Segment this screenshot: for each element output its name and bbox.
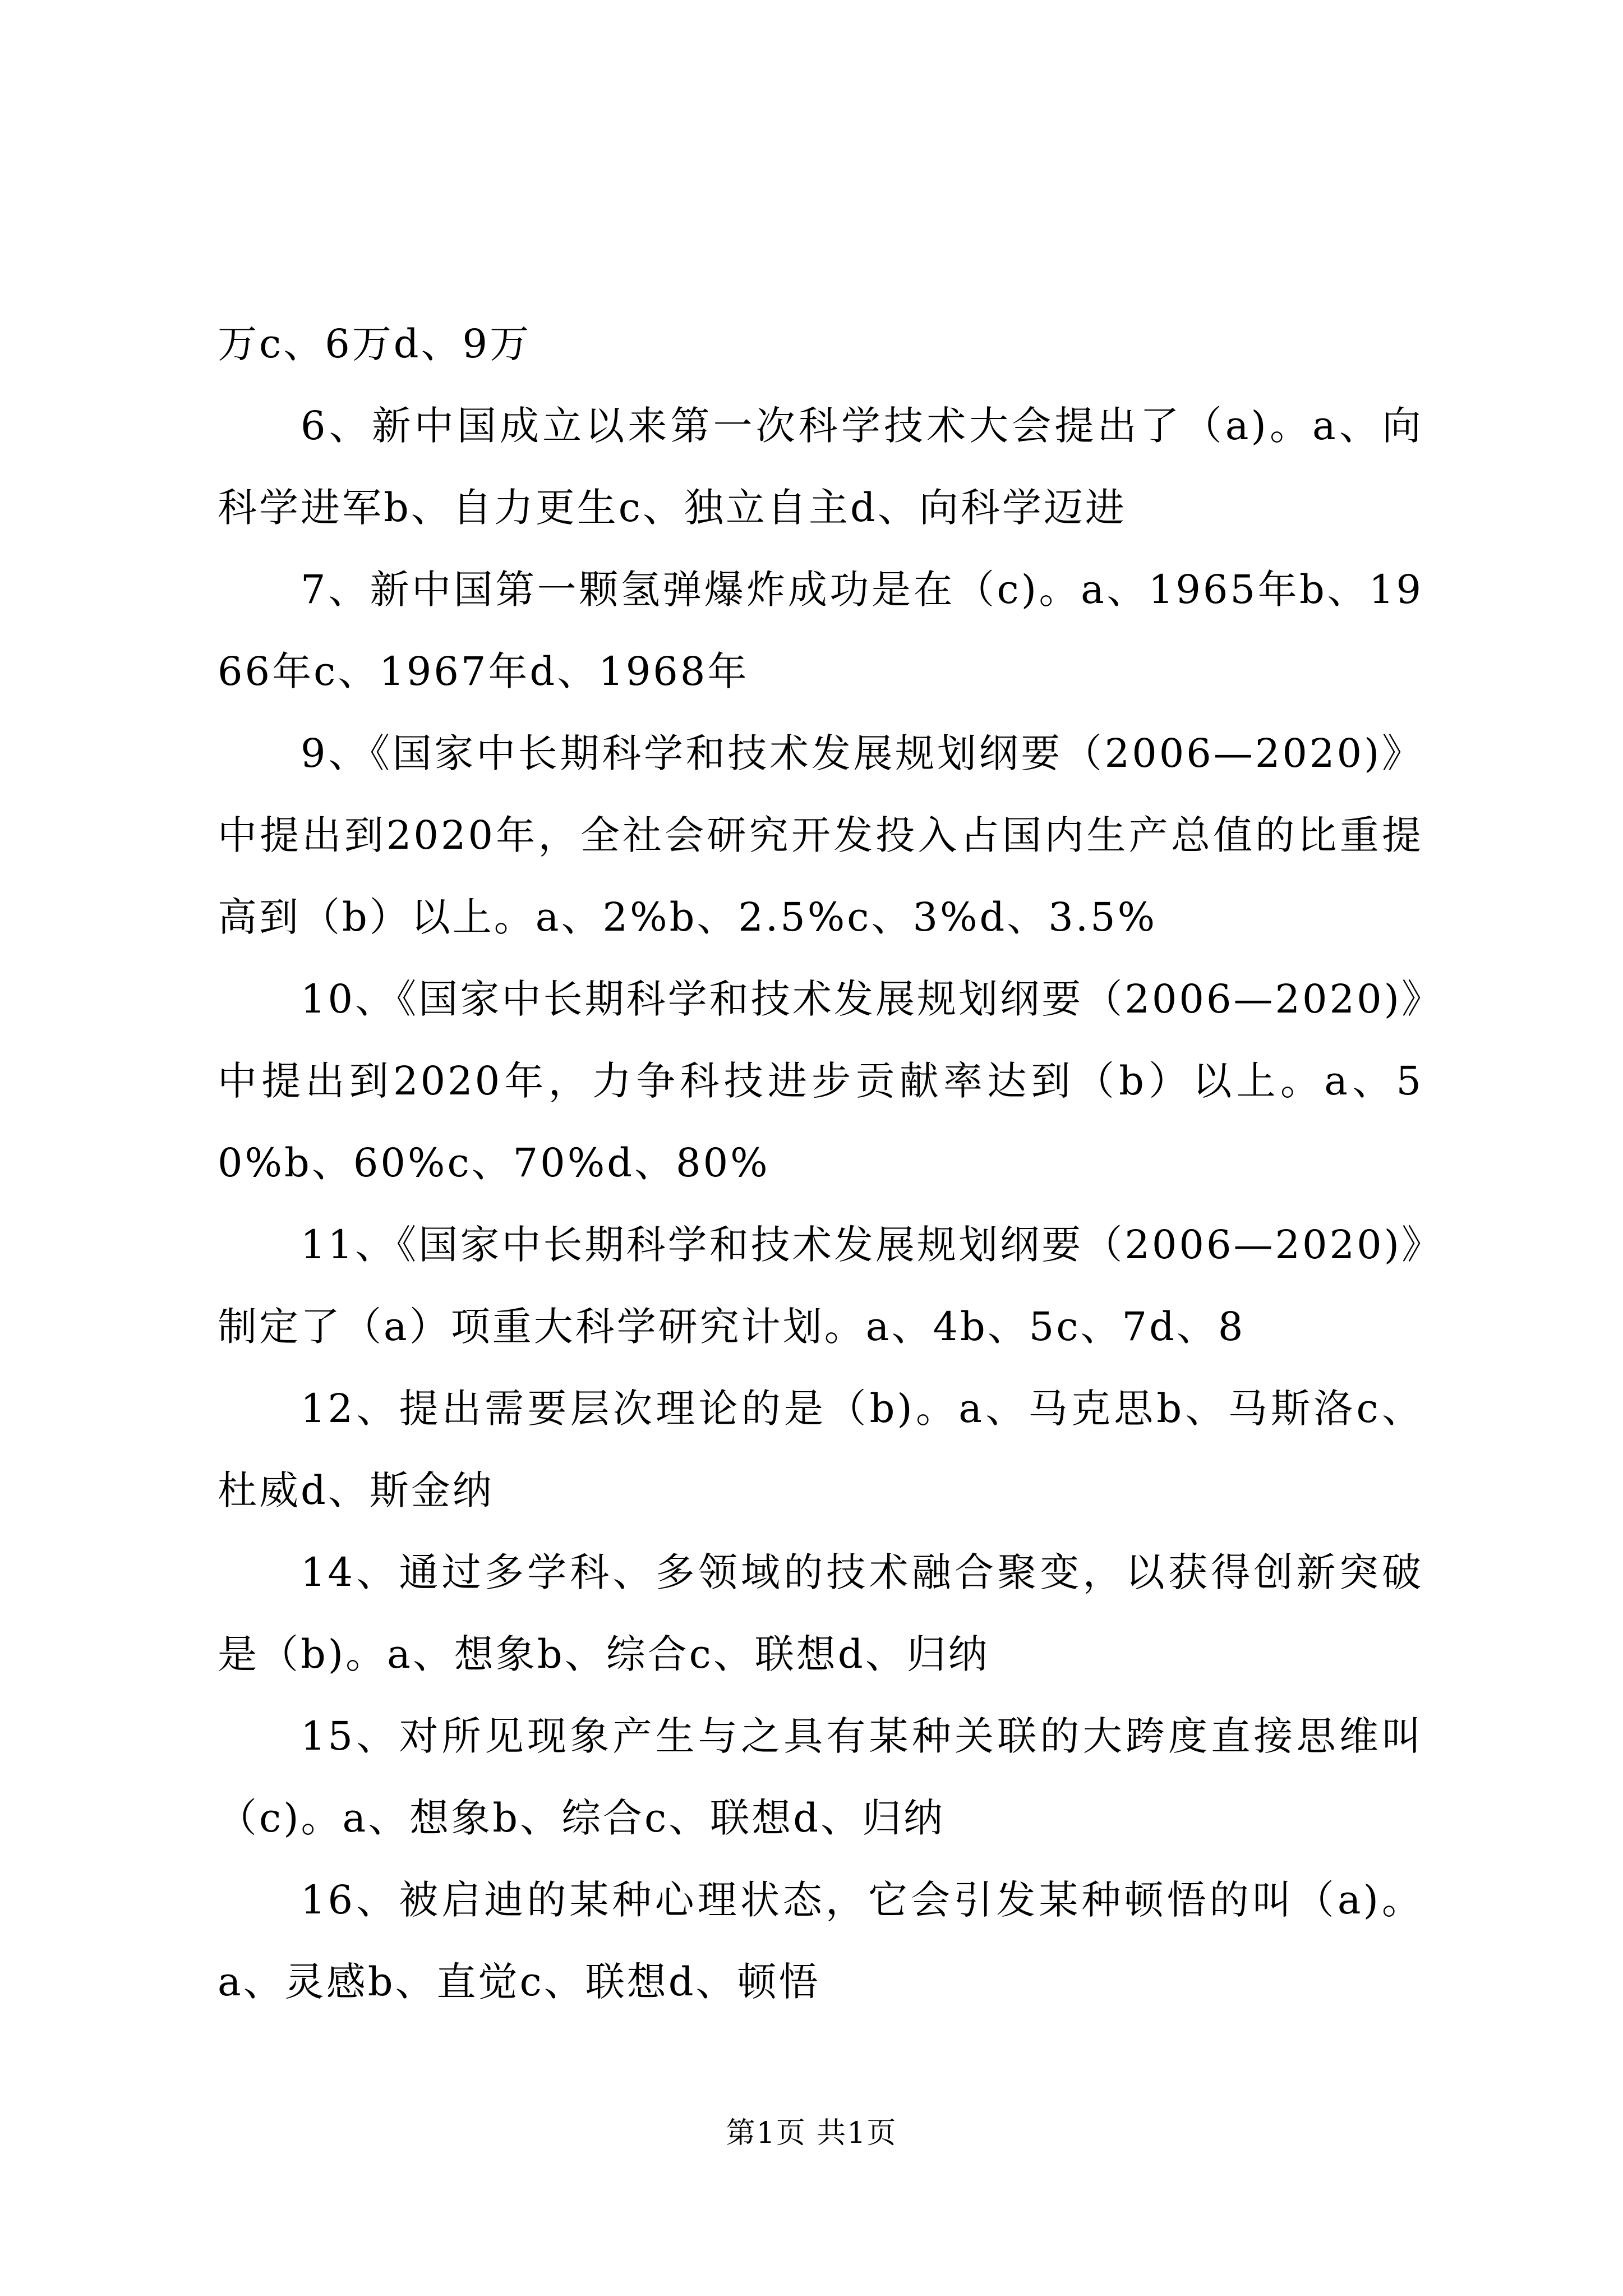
question-9: 9、《国家中长期科学和技术发展规划纲要（2006—2020)》中提出到2020年，全社会研究开发投入占国内生产总值的比重提高到（b）以上。a、2%b、2.5%c、3%d、3.5%: [218, 730, 1423, 940]
document-body: [218, 303, 1423, 2023]
page-footer: 第1页 共1页: [726, 2116, 897, 2150]
question-16: 16、被启迪的某种心理状态，它会引发某种顿悟的叫（a)。a、灵感b、直觉c、联想d、顿悟: [218, 1877, 1423, 2005]
question-15: 15、对所见现象产生与之具有某种关联的大跨度直接思维叫（c)。a、想象b、综合c、联想d、归纳: [218, 1713, 1423, 1841]
question-11: 11、《国家中长期科学和技术发展规划纲要（2006—2020)》制定了（a）项重大科学研究计划。a、4b、5c、7d、8: [218, 1222, 1423, 1350]
question-14: 14、通过多学科、多领域的技术融合聚变，以获得创新突破是（b)。a、想象b、综合c、联想d、归纳: [218, 1549, 1423, 1677]
question-10: 10、《国家中长期科学和技术发展规划纲要（2006—2020)》中提出到2020年，力争科技进步贡献率达到（b）以上。a、50%b、60%c、70%d、80%: [218, 976, 1423, 1186]
question-6: 6、新中国成立以来第一次科学技术大会提出了（a)。a、向科学进军b、自力更生c、独立自主d、向科学迈进: [218, 403, 1423, 531]
question-12: 12、提出需要层次理论的是（b)。a、马克思b、马斯洛c、杜威d、斯金纳: [218, 1386, 1423, 1513]
question-7: 7、新中国第一颗氢弹爆炸成功是在（c)。a、1965年b、1966年c、1967年d、1968年: [218, 567, 1423, 694]
paragraph-continuation: 万c、6万d、9万: [218, 321, 532, 367]
